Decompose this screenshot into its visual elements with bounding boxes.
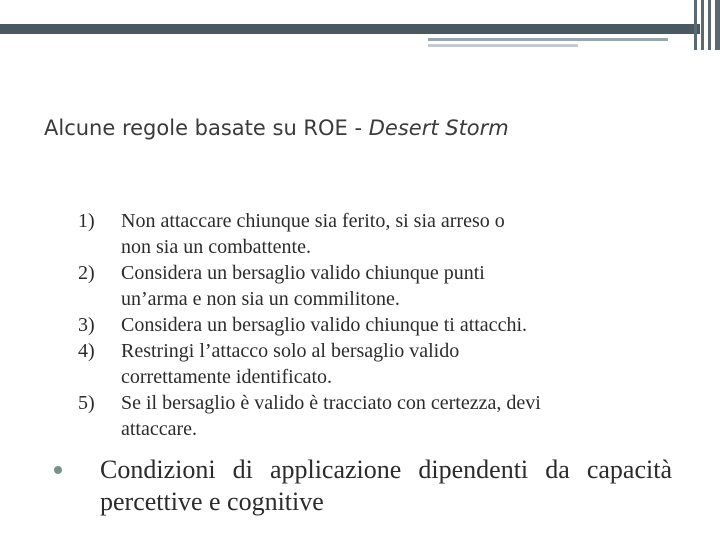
rules-list [78, 208, 678, 442]
rule-line: Considera un bersaglio valido chiunque ti attacchi. [121, 314, 527, 336]
corner-decoration [690, 0, 720, 50]
rule-line: Considera un bersaglio valido chiunque punti [121, 262, 485, 284]
rule-item [78, 338, 678, 390]
title-text: Alcune regole basate su ROE - [44, 116, 369, 140]
rule-line: Restringi l’attacco solo al bersaglio valido [121, 340, 460, 362]
rule-line: Se il bersaglio è valido è tracciato con certezza, devi [121, 392, 541, 414]
rule-line: attaccare. [121, 418, 198, 440]
rule-number: 2) [78, 262, 95, 284]
bullet-icon [54, 466, 62, 474]
rule-line: un’arma e non sia un commilitone. [121, 288, 400, 310]
header-bar [0, 24, 700, 34]
slide-title [44, 116, 684, 140]
rule-line: Non attaccare chiunque sia ferito, si sia arreso o [121, 210, 505, 232]
slide-header-band [0, 0, 720, 24]
rule-text [121, 312, 678, 338]
rule-line: non sia un combattente. [121, 236, 311, 258]
rule-item [78, 208, 678, 260]
rule-item [78, 390, 678, 442]
main-point-text: Condizioni di applicazione dipendenti da capacità percettive e cognitive [100, 455, 672, 516]
rule-item [78, 312, 678, 338]
rule-text [121, 390, 678, 442]
header-accent-line [428, 38, 668, 41]
rule-number: 5) [78, 392, 95, 414]
rule-line: correttamente identificato. [121, 366, 333, 388]
rule-text [121, 338, 678, 390]
rule-number: 1) [78, 210, 95, 232]
rule-number: 3) [78, 314, 95, 336]
header-accent-line-2 [428, 44, 578, 47]
title-italic: Desert Storm [368, 116, 509, 140]
rule-text [121, 208, 678, 260]
rule-text [121, 260, 678, 312]
rule-item [78, 260, 678, 312]
rule-number: 4) [78, 340, 95, 362]
